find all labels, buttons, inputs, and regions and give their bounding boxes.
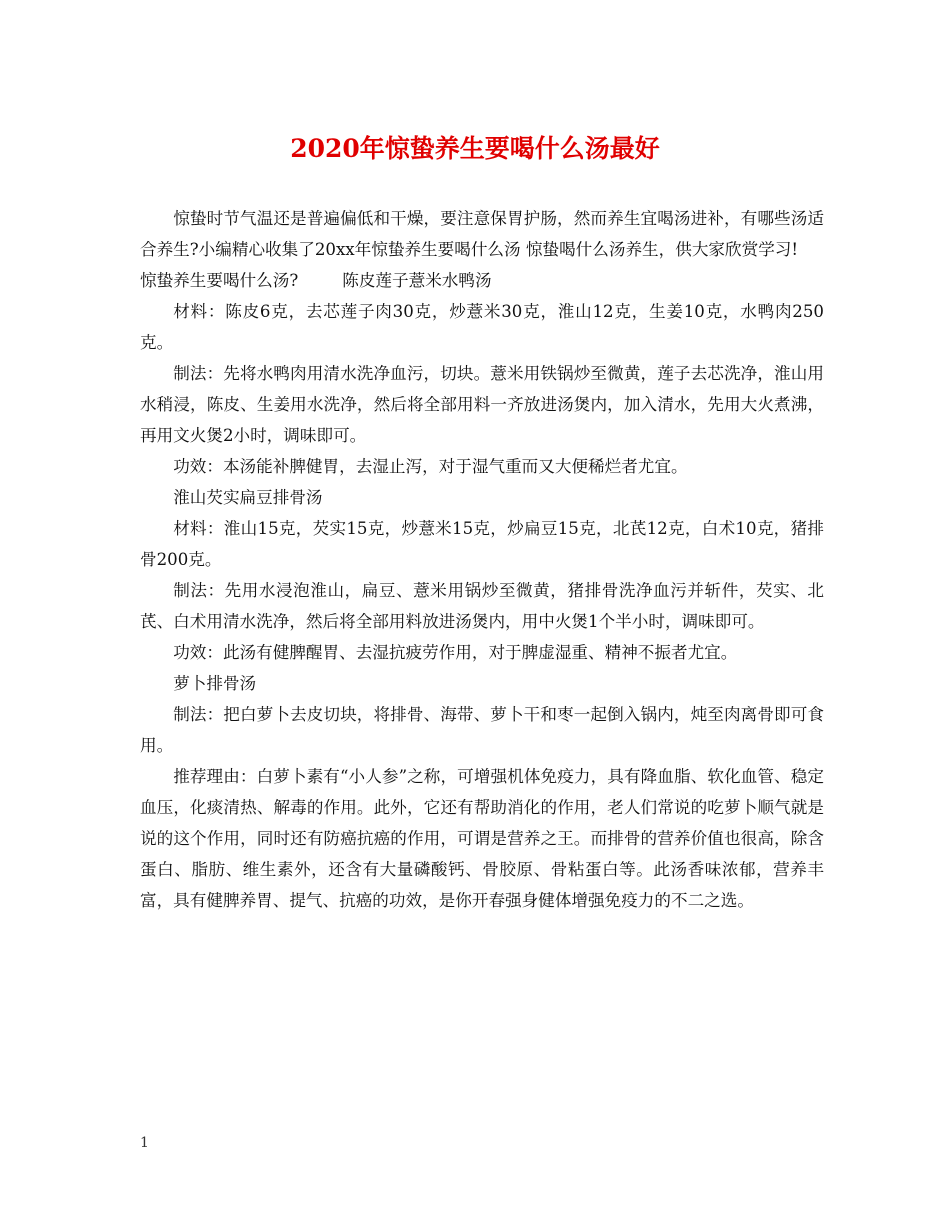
recipe-3-method: 制法：把白萝卜去皮切块，将排骨、海带、萝卜干和枣一起倒入锅内，炖至肉离骨即可食用。 — [140, 705, 824, 755]
document-body — [140, 203, 824, 916]
recipe-2-method: 制法：先用水浸泡淮山，扁豆、薏米用锅炒至微黄，猪排骨洗净血污并斩件，芡实、北芪、白术用清水洗净，然后将全部用料放进汤煲内，用中火煲1个半小时，调味即可。 — [140, 581, 824, 631]
recipe-1-name: 陈皮莲子薏米水鸭汤 — [342, 271, 492, 290]
page-number: 1 — [140, 1135, 149, 1151]
recipe-3-reason: 推荐理由：白萝卜素有“小人参”之称，可增强机体免疫力，具有降血脂、软化血管、稳定血压，化痰清热、解毒的作用。此外，它还有帮助消化的作用，老人们常说的吃萝卜顺气就是说的这个作用，同时还有防癌抗癌的作用，可谓是营养之王。而排骨的营养价值也很高，除含蛋白、脂肪、维生素外，还含有大量磷酸钙、骨胶原、骨粘蛋白等。此汤香味浓郁，营养丰富，具有健脾养胃、提气、抗癌的功效，是你开春强身健体增强免疫力的不二之选。 — [140, 767, 824, 910]
recipe-2-materials: 材料：淮山15克，芡实15克，炒薏米15克，炒扁豆15克，北芪12克，白术10克，猪排骨200克。 — [140, 519, 824, 569]
question-line — [140, 265, 824, 296]
recipe-1-method: 制法：先将水鸭肉用清水洗净血污，切块。薏米用铁锅炒至微黄，莲子去芯洗净，淮山用水稍浸，陈皮、生姜用水洗净，然后将全部用料一齐放进汤煲内，加入清水，先用大火煮沸，再用文火煲2小时，调味即可。 — [140, 364, 824, 445]
intro-paragraph: 惊蛰时节气温还是普遍偏低和干燥，要注意保胃护肠，然而养生宜喝汤进补，有哪些汤适合养生?小编精心收集了20xx年惊蛰养生要喝什么汤 惊蛰喝什么汤养生，供大家欣赏学习! — [140, 209, 824, 259]
document-title: 2020年惊蛰养生要喝什么汤最好 — [290, 134, 660, 163]
recipe-1-effect: 功效：本汤能补脾健胃，去湿止泻，对于湿气重而又大便稀烂者尤宜。 — [173, 457, 688, 476]
recipe-1-materials: 材料：陈皮6克，去芯莲子肉30克，炒薏米30克，淮山12克，生姜10克，水鸭肉250克。 — [140, 302, 824, 352]
recipe-2-name: 淮山芡实扁豆排骨汤 — [173, 488, 323, 507]
question-text: 惊蛰养生要喝什么汤? — [140, 271, 299, 290]
recipe-2-effect: 功效：此汤有健脾醒胃、去湿抗疲劳作用，对于脾虚湿重、精神不振者尤宜。 — [173, 643, 738, 662]
recipe-3-name: 萝卜排骨汤 — [173, 674, 257, 693]
